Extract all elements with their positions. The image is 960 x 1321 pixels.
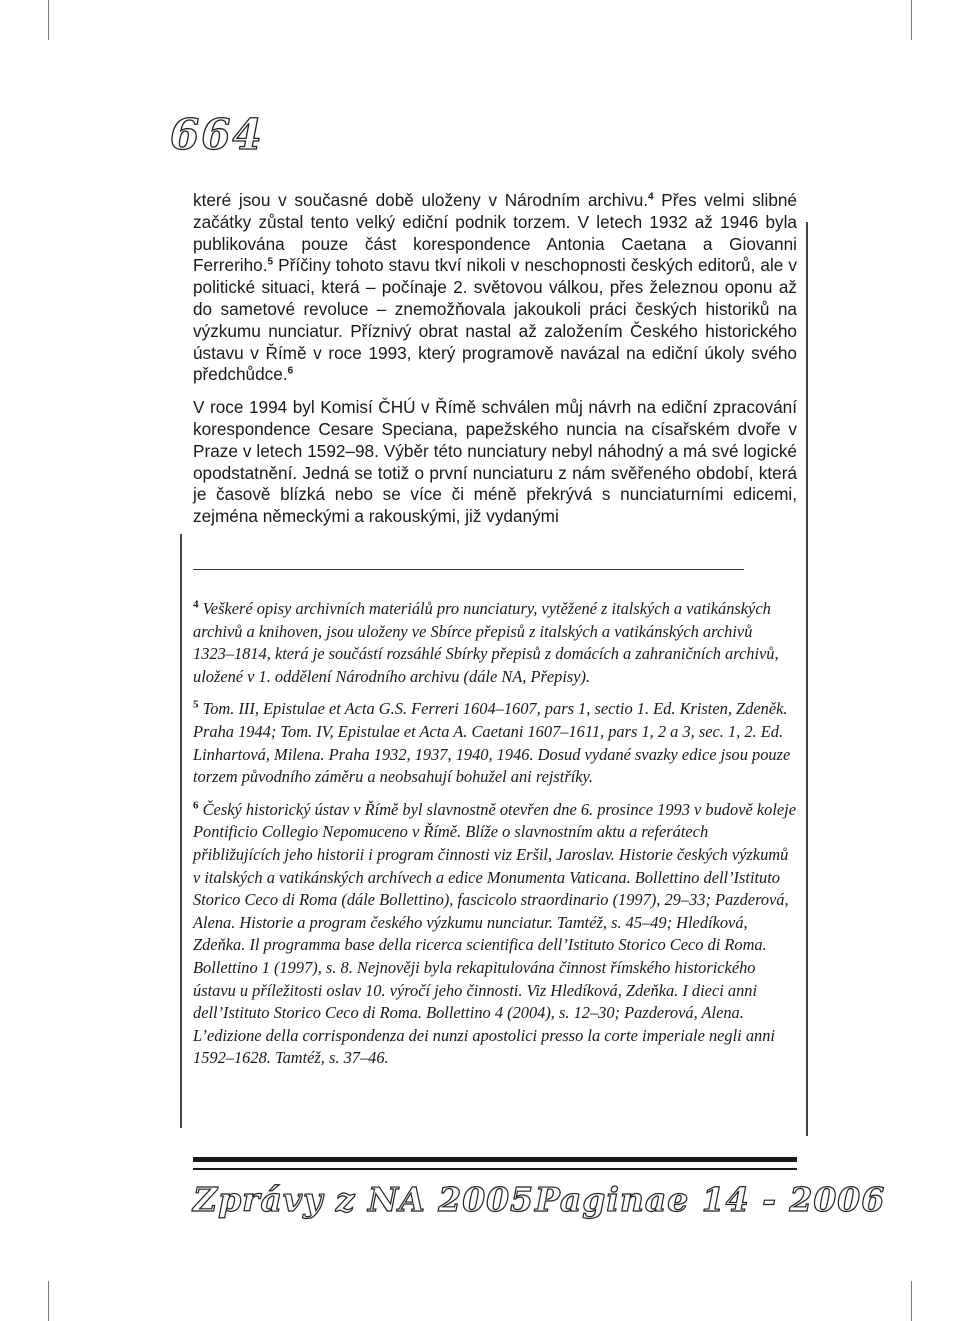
page-number: 664 xyxy=(170,110,264,159)
footnote xyxy=(193,799,797,1070)
body-text-run: Příčiny tohoto stavu tkví nikoli v neschopnosti českých editorů, ale v politické situaci, která – počínaje 2. světovou válkou, přes železnou oponu až do sametové revoluce – znemožňovala jakoukoli práci českých historiků na výzkumu nunciatur. Příznivý obrat nastal až založením Českého historického ústavu v Římě v roce 1993, který programově navázal na ediční úkoly svého předchůdce. xyxy=(193,255,797,385)
footnote xyxy=(193,698,797,788)
footnote-reference: 4 xyxy=(648,191,654,203)
body-text-run: které jsou v současné době uloženy v Národním archivu. xyxy=(193,190,649,210)
body-paragraph-1 xyxy=(193,190,797,386)
crop-mark-bottom-right xyxy=(911,1281,912,1321)
footnote-text: Český historický ústav v Římě byl slavnostně otevřen dne 6. prosince 1993 v budově koleje Pontificio Collegio Nepomuceno v Římě. Blíže o slavnostním aktu a referátech přibližujících jeho historii i program činnosti viz Eršil, Jaroslav. Historie českých výzkumů v italských a vatikánských archívech a edice Monumenta Vaticana. Bollettino dell’Istituto Storico Ceco di Roma (dále Bollettino), fascicolo straordinario (1997), 29–33; Pazderová, Alena. Historie a program českého výzkumu nunciatur. Tamtéž, s. 45–49; Hledíková, Zdeňka. Il programma base della ricerca scientifica dell’Istituto Storico Ceco di Roma. Bollettino 1 (1997), s. 8. Nejnověji byla rekapitulována činnost římského historického ústavu u příležitosti oslav 10. výročí jeho činnosti. Viz Hledíková, Zdeňka. I dieci anni dell’Istituto Storico Ceco di Roma. Bollettino 4 (2004), s. 12–30; Pazderová, Alena. L’edizione della corrispondenza dei nunzi apostolici presso la corte imperiale negli anni 1592–1628. Tamtéž, s. 37–46. xyxy=(193,799,796,1068)
body-text-run: Přes velmi slibné začátky zůstal tento velký ediční podnik torzem. V letech 1932 až 1946 byla publikována pouze část korespondence Antonia Caetana a Giovanni Ferreriho. xyxy=(193,190,797,276)
left-margin-rule xyxy=(180,534,182,1128)
body-text-run: V roce 1994 byl Komisí ČHÚ v Římě schválen můj návrh na ediční zpracování korespondence Cesare Speciana, papežského nuncia na císařském dvoře v Praze v letech 1592–98. Výběr této nunciatury nebyl náhodný a má své logické opodstatnění. Jedná se totiž o první nunciaturu z nám svěřeného období, která je časově blízká nebo se více či méně překrývá s nunciaturními edicemi, zejména německými a rakouskými, již vydanými xyxy=(193,397,797,527)
footer-rule-thick xyxy=(193,1157,797,1162)
footnote xyxy=(193,598,797,688)
footer-journal-issue: Paginae 14 - 2006 xyxy=(535,1180,886,1219)
footnote-text: Tom. III, Epistulae et Acta G.S. Ferreri 1604–1607, pars 1, sectio 1. Ed. Kristen, Zdeněk. Praha 1944; Tom. IV, Epistulae et Acta A. Caetani 1607–1611, pars 1, 2 a 3, sec. 1, 2. Ed. Linhartová, Milena. Praha 1932, 1937, 1940, 1946. Dosud vydané svazky edice jsou pouze torzem původního záměru a neobsahují bohužel ani rejstříky. xyxy=(193,699,791,787)
footer-rule-thin xyxy=(193,1168,797,1170)
footnote-reference: 6 xyxy=(287,365,294,377)
footnote-number: 6 xyxy=(193,799,199,812)
right-margin-rule xyxy=(806,222,808,1136)
footnotes xyxy=(193,598,797,1080)
footnote-number: 5 xyxy=(193,698,199,711)
footnote-separator xyxy=(193,569,744,570)
crop-mark-top-right xyxy=(911,0,912,40)
crop-mark-bottom-left xyxy=(48,1281,49,1321)
footer-journal-title: Zprávy z NA 2005 xyxy=(193,1180,535,1219)
footnote-reference: 5 xyxy=(267,256,274,268)
body-paragraph-2 xyxy=(193,397,797,528)
footnote-number: 4 xyxy=(193,598,199,611)
crop-mark-top-left xyxy=(48,0,49,40)
body-text xyxy=(193,190,797,528)
footnote-text: Veškeré opisy archivních materiálů pro nunciatury, vytěžené z italských a vatikánských archivů a knihoven, jsou uloženy ve Sbírce přepisů z italských a vatikánských archivů 1323–1814, která je součástí rozsáhlé Sbírky přepisů z domácích a zahraničních archivů, uložené v 1. oddělení Národního archivu (dále NA, Přepisy). xyxy=(193,599,779,686)
